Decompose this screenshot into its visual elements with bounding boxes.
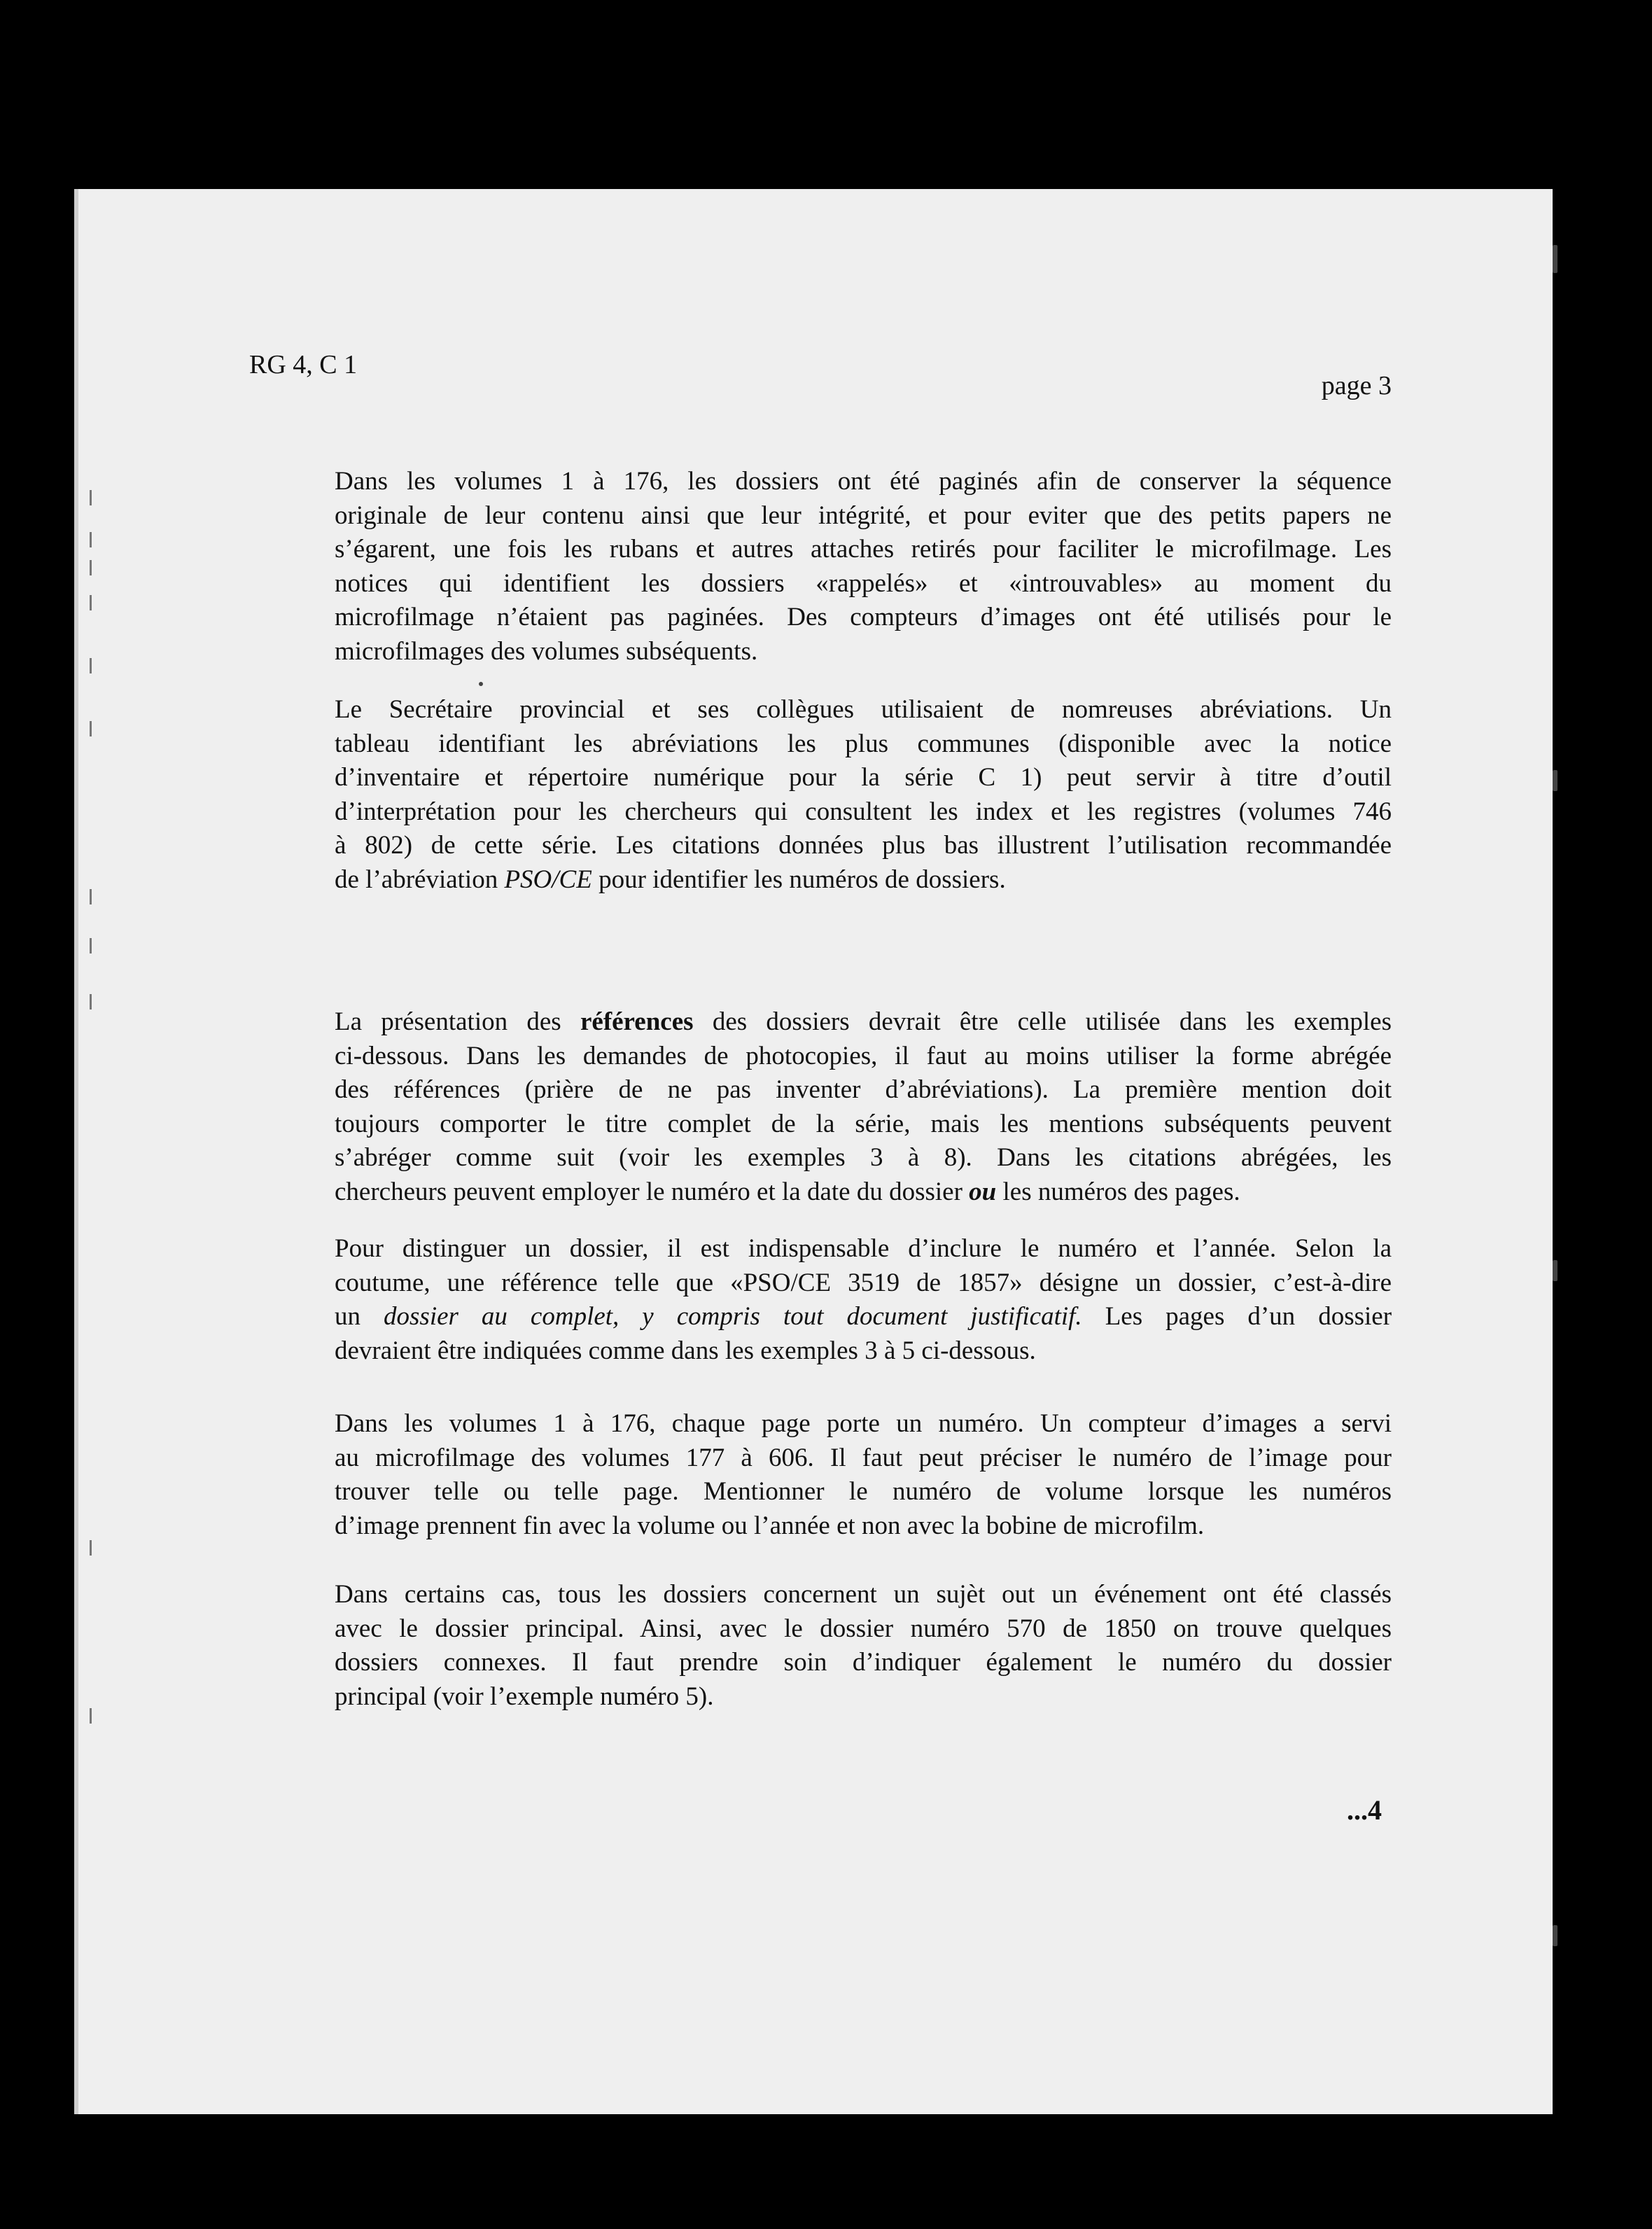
text-line: Dans les volumes 1 à 176, les dossiers ont été paginés afin de conserver la séquence — [335, 467, 1392, 496]
record-group-reference: RG 4, C 1 — [249, 350, 358, 379]
text-line: d’interprétation pour les chercheurs qui consultent les index et les registres (volumes 746 — [335, 797, 1392, 826]
paragraph — [335, 1232, 1392, 1368]
text-line: à 802) de cette série. Les citations données plus bas illustrent l’utilisation recommandée — [335, 831, 1392, 860]
text-run: La présentation des — [335, 1007, 580, 1036]
text-line: microfilmages des volumes subséquents. — [335, 636, 758, 666]
text-line: d’image prennent fin avec la volume ou l’année et non avec la bobine de microfilm. — [335, 1511, 1205, 1540]
text-line: devraient être indiquées comme dans les exemples 3 à 5 ci-dessous. — [335, 1336, 1036, 1365]
text-line: tableau identifiant les abréviations les plus communes (disponible avec la notice — [335, 729, 1392, 758]
text-line: s’abréger comme suit (voir les exemples 3 à 8). Dans les citations abrégées, les — [335, 1143, 1392, 1172]
text-line — [335, 1300, 1392, 1334]
text-line: coutume, une référence telle que «PSO/CE 3519 de 1857» désigne un dossier, c’est-à-dire — [335, 1268, 1392, 1297]
text-line — [335, 1005, 1392, 1040]
text-run: des dossiers devrait être celle utilisée dans les exemples — [693, 1007, 1392, 1036]
text-line: s’égarent, une fois les rubans et autres attaches retirés pour faciliter le microfilmage. Les — [335, 535, 1392, 564]
text-line: ci-dessous. Dans les demandes de photocopies, il faut au moins utiliser la forme abrégée — [335, 1041, 1392, 1070]
page-number: page 3 — [1321, 371, 1392, 400]
text-line — [335, 863, 1392, 897]
text-line: Dans les volumes 1 à 176, chaque page porte un numéro. Un compteur d’images a servi — [335, 1409, 1392, 1438]
text-line: microfilmage n’étaient pas paginées. Des compteurs d’images ont été utilisés pour le — [335, 603, 1392, 631]
text-line: dossiers connexes. Il faut prendre soin d’indiquer également le numéro du dossier — [335, 1648, 1392, 1677]
text-line: Pour distinguer un dossier, il est indispensable d’inclure le numéro et l’année. Selon la — [335, 1234, 1392, 1263]
text-line: notices qui identifient les dossiers «rappelés» et «introuvables» au moment du — [335, 568, 1392, 598]
text-run: chercheurs peuvent employer le numéro et la date du dossier — [335, 1177, 969, 1206]
text-line: des références (prière de ne pas inventer d’abréviations). La première mention doit — [335, 1075, 1392, 1104]
bold-term: références — [580, 1007, 694, 1036]
text-run: pour identifier les numéros de dossiers. — [592, 865, 1006, 894]
text-line: au microfilmage des volumes 177 à 606. Il faut peut préciser le numéro de l’image pour — [335, 1443, 1392, 1472]
text-run: de l’abréviation — [335, 865, 505, 894]
paragraph — [335, 1578, 1392, 1714]
text-line: trouver telle ou telle page. Mentionner le numéro de volume lorsque les numéros — [335, 1477, 1392, 1506]
paragraph — [335, 1407, 1392, 1543]
emphasis-phrase: dossier au complet, y compris tout document justificatif. — [384, 1302, 1082, 1331]
text-run: Les pages d’un dossier — [1082, 1302, 1392, 1331]
text-line: principal (voir l’exemple numéro 5). — [335, 1682, 714, 1711]
emphasis-word: ou — [969, 1177, 997, 1206]
text-line: avec le dossier principal. Ainsi, avec le dossier numéro 570 de 1850 on trouve quelques — [335, 1614, 1392, 1643]
paragraph — [335, 1005, 1392, 1209]
text-line: toujours comporter le titre complet de la série, mais les mentions subséquents peuvent — [335, 1109, 1392, 1138]
text-line — [335, 1175, 1392, 1210]
text-line: originale de leur contenu ainsi que leur intégrité, et pour eviter que des petits papers ne — [335, 501, 1392, 530]
text-line: Dans certains cas, tous les dossiers concernent un sujèt out un événement ont été classés — [335, 1580, 1392, 1609]
text-run: un — [335, 1302, 384, 1331]
continuation-marker: ...4 — [1347, 1794, 1382, 1826]
text-line: Le Secrétaire provincial et ses collègues utilisaient de nomreuses abréviations. Un — [335, 695, 1392, 724]
text-run: les numéros des pages. — [996, 1177, 1240, 1206]
paragraph — [335, 465, 1392, 669]
abbreviation-italic: PSO/CE — [504, 865, 592, 894]
paragraph — [335, 693, 1392, 897]
text-line: d’inventaire et répertoire numérique pour la série C 1) peut servir à titre d’outil — [335, 763, 1392, 792]
